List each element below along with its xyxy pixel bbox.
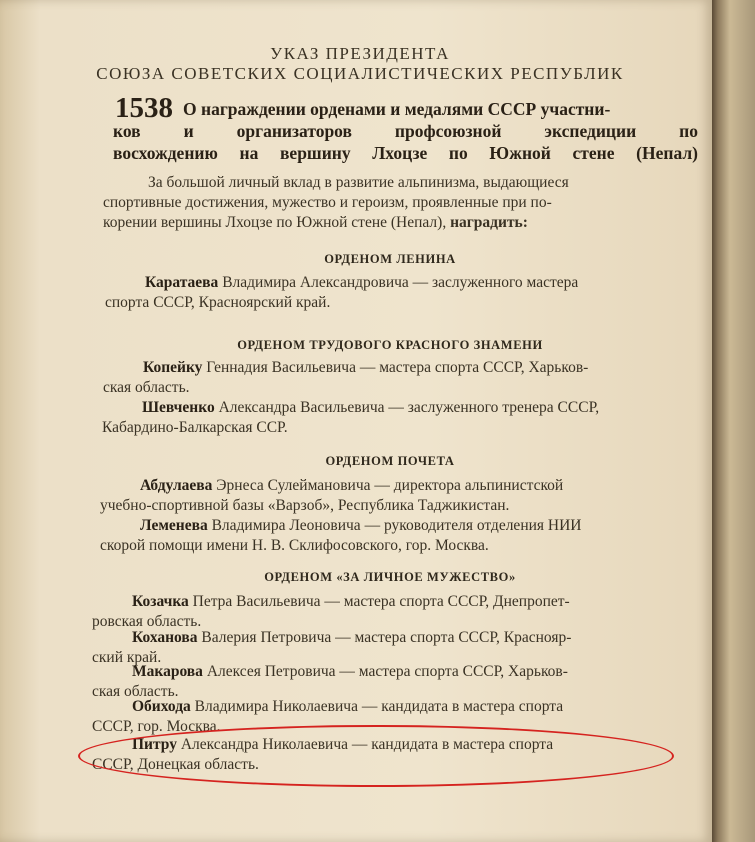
intro-line-3-text: корении вершины Лхоцзе по Южной стене (Непал),	[103, 214, 451, 231]
entry-makarov	[92, 662, 677, 702]
entry-line-2: СССР, Донецкая область.	[92, 756, 259, 773]
entry-text: Алексея Петровича — мастера спорта СССР, Харьков-	[202, 663, 568, 680]
decree-title-line-2: ков и организаторов профсоюзной экспедиции по	[113, 121, 698, 141]
entry-line-2: ская область.	[92, 683, 179, 700]
entry-line-2: ская область.	[103, 379, 190, 396]
decree-number: 1538	[115, 92, 173, 124]
entry-line-1	[92, 628, 677, 648]
entry-text: Александра Николаевича — кандидата в мастера спорта	[176, 736, 554, 753]
recipient-surname: Коханова	[132, 629, 198, 646]
entry-text: Геннадия Васильевича — мастера спорта СССР, Харьков-	[202, 359, 589, 376]
entry-shevchenko	[102, 398, 687, 438]
entry-line-2: СССР, гор. Москва.	[92, 718, 221, 735]
decree-title-line-1: О награждении орденами и медалями СССР участни-	[183, 99, 611, 119]
entry-line-1	[92, 697, 677, 717]
recipient-surname: Питру	[132, 736, 177, 753]
section-order-lenin: ОРДЕНОМ ЛЕНИНА	[324, 252, 456, 266]
entry-line-2: спорта СССР, Красноярский край.	[105, 294, 331, 311]
entry-line-2: ский край.	[92, 649, 162, 666]
decree-title-line-3: восхождению на вершину Лхоцзе по Южной стене (Непал)	[113, 143, 698, 163]
entry-text: Александра Васильевича — заслуженного тренера СССР,	[214, 399, 600, 416]
header-line-2: СОЮЗА СОВЕТСКИХ СОЦИАЛИСТИЧЕСКИХ РЕСПУБЛИК	[96, 64, 624, 83]
intro-line-1: За большой личный вклад в развитие альпинизма, выдающиеся	[148, 174, 569, 191]
entry-line-1	[105, 273, 690, 293]
entry-kozachka	[92, 592, 677, 632]
entry-text: Владимира Леоновича — руководителя отделения НИИ	[207, 517, 582, 534]
entry-line-1	[92, 735, 677, 755]
entry-pitru	[92, 735, 677, 775]
entry-line-1	[100, 476, 685, 496]
entry-kopeyku	[103, 358, 688, 398]
entry-lemenev	[100, 516, 685, 556]
entry-line-1	[103, 358, 688, 378]
recipient-surname: Шевченко	[142, 399, 215, 416]
recipient-surname: Макарова	[132, 663, 203, 680]
entry-text: Петра Васильевича — мастера спорта СССР, Днепропет-	[188, 593, 570, 610]
recipient-surname: Каратаева	[145, 274, 219, 291]
entry-text: Владимира Александровича — заслуженного мастера	[218, 274, 579, 291]
entry-line-2: скорой помощи имени Н. В. Склифосовского, гор. Москва.	[100, 537, 489, 554]
entry-line-2: ровская область.	[92, 613, 202, 630]
section-order-labor: ОРДЕНОМ ТРУДОВОГО КРАСНОГО ЗНАМЕНИ	[237, 338, 543, 352]
intro-award-word: наградить:	[450, 214, 528, 231]
intro-line-2: спортивные достижения, мужество и героизм, проявленные при по-	[103, 194, 552, 211]
entry-karataev	[105, 273, 690, 313]
recipient-surname: Обихода	[132, 698, 191, 715]
entry-text: Владимира Николаевича — кандидата в мастера спорта	[190, 698, 564, 715]
entry-line-1	[102, 398, 687, 418]
entry-line-1	[92, 592, 677, 612]
section-order-courage: ОРДЕНОМ «ЗА ЛИЧНОЕ МУЖЕСТВО»	[264, 570, 516, 584]
recipient-surname: Козачка	[132, 593, 189, 610]
entry-line-1	[92, 662, 677, 682]
entry-text: Валерия Петровича — мастера спорта СССР, Краснояр-	[197, 629, 572, 646]
book-spine	[712, 0, 755, 842]
intro-line-3	[103, 213, 698, 233]
recipient-surname: Леменева	[140, 517, 208, 534]
entry-abdulaev	[100, 476, 685, 516]
entry-line-2: учебно-спортивной базы «Варзоб», Республика Таджикистан.	[100, 497, 510, 514]
header-line-1: УКАЗ ПРЕЗИДЕНТА	[270, 44, 450, 63]
entry-text: Эрнеса Сулеймановича — директора альпинистской	[212, 477, 564, 494]
entry-line-2: Кабардино-Балкарская ССР.	[102, 419, 288, 436]
entry-line-1	[100, 516, 685, 536]
recipient-surname: Абдулаева	[140, 477, 213, 494]
recipient-surname: Копейку	[143, 359, 203, 376]
section-order-honor: ОРДЕНОМ ПОЧЕТА	[325, 454, 455, 468]
entry-obikhod	[92, 697, 677, 737]
